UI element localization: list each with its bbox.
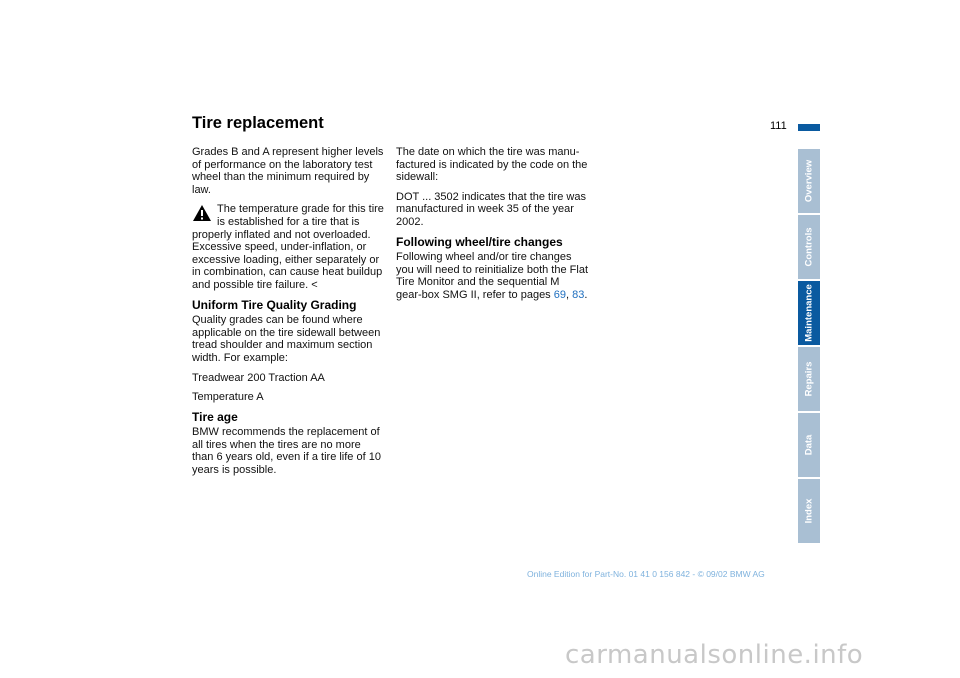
tab-maintenance[interactable] [798,281,820,345]
paragraph-temperature: Temperature A [192,391,264,404]
right-column [396,146,588,309]
link-page-83[interactable]: 83 [572,288,585,301]
warning-text: The temperature grade for this tire is established for a tire that is properly inflated and not overloaded. Excessive speed, under-inflation, or excessive loading, either separately or in combination, can cause heat buildup and possible tire failure. [192,203,384,291]
paragraph-tire-age: BMW recommends the replacement of all tires when the tires are no more than 6 years old, even if a tire life of 10 years is possible. [192,426,381,477]
paragraph-quality-grades: Quality grades can be found where applicable on the tire sidewall between tread shoulder and maximum section width. For example: [192,314,381,364]
warning-block [192,203,384,291]
warning-end-mark: < [311,278,318,291]
tab-label: Overview [803,159,815,203]
paragraph-grades: Grades B and A represent higher levels of performance on the laboratory test wheel than the minimum required by law. [192,146,384,196]
paragraph-date: The date on which the tire was manu-factured is indicated by the code on the sidewall: [396,146,588,184]
warning-triangle-icon [192,204,212,222]
tab-label: Index [803,498,815,524]
page-title: Tire replacement [192,114,324,132]
tab-data[interactable] [798,413,820,477]
following-text: Following wheel and/or tire changes you will need to reinitialize both the Flat Tire Monitor and the sequential M gear-box SMG II, refer to pages [396,251,588,301]
tab-repairs[interactable] [798,347,820,411]
paragraph-dot: DOT ... 3502 indicates that the tire was manufactured in week 35 of the year 2002. [396,190,586,228]
tab-label: Data [803,434,815,456]
watermark: carmanualsonline.info [565,640,864,670]
footer-edition-note: Online Edition for Part-No. 01 41 0 156 842 - © 09/02 BMW AG [527,569,765,579]
page-marker [798,124,820,131]
tab-index[interactable] [798,479,820,543]
link-page-69[interactable]: 69 [553,288,566,301]
heading-uniform-tire-quality: Uniform Tire Quality Grading [192,297,357,312]
tab-overview[interactable] [798,149,820,213]
heading-tire-age: Tire age [192,409,238,424]
tab-label: Repairs [803,361,815,397]
tab-label: Maintenance [803,284,815,342]
paragraph-treadwear: Treadwear 200 Traction AA [192,371,325,384]
left-column [192,146,384,484]
page-number: 111 [770,120,787,132]
sentence-period: . [584,288,588,301]
link-separator: , [566,288,570,301]
heading-following-wheel-changes: Following wheel/tire changes [396,234,563,249]
paragraph-following [396,251,588,301]
tab-controls[interactable] [798,215,820,279]
tab-label: Controls [803,227,815,267]
section-tabs [798,149,820,545]
